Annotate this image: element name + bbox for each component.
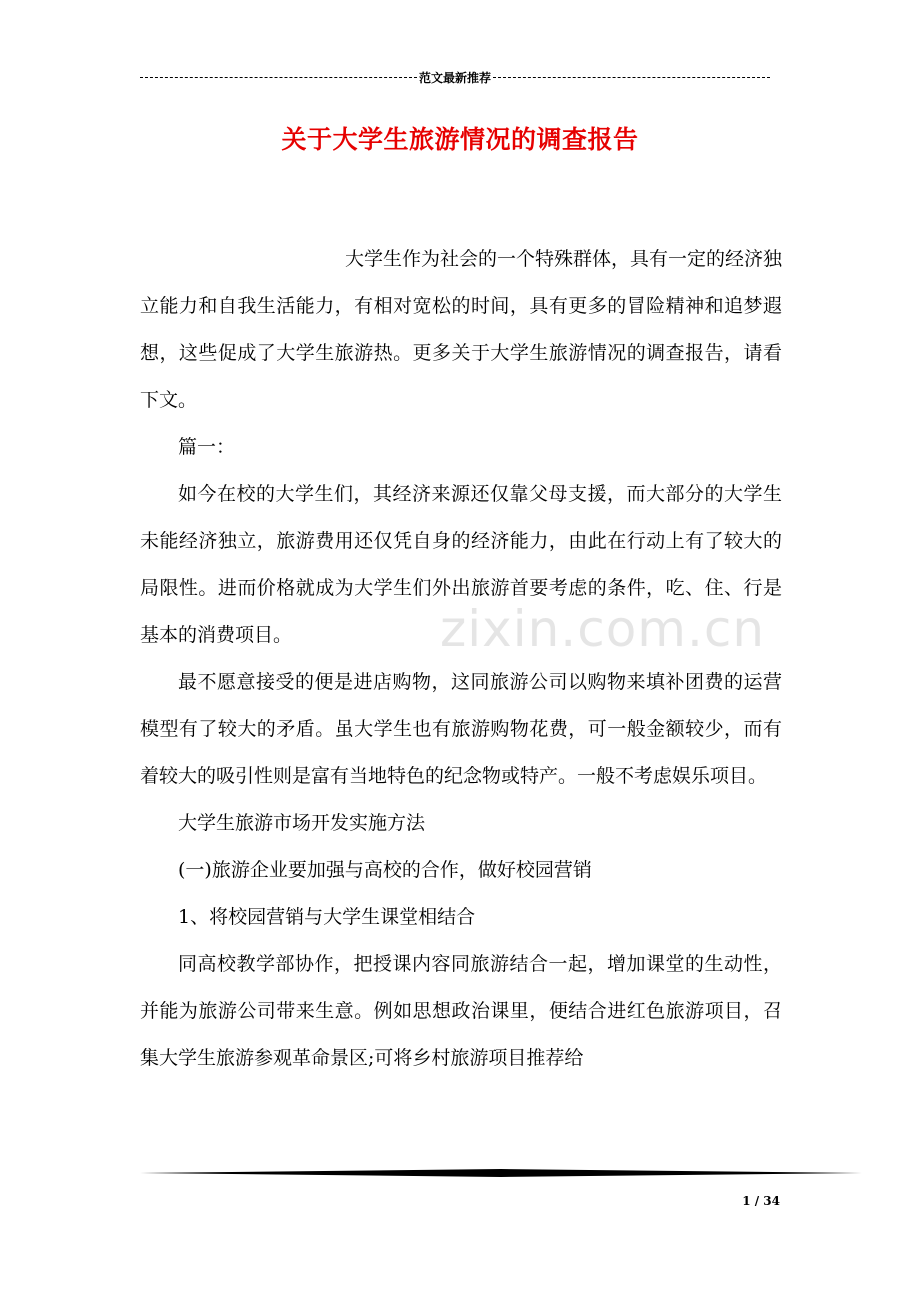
- subsection-heading: (一)旅游企业要加强与高校的合作，做好校园营销: [178, 859, 592, 881]
- paragraph: 同高校教学部协作，把授课内容同旅游结合一起，增加课堂的生动性，并能为旅游公司带来生意。例如思想政治课里，便结合进红色旅游项目，召集大学生旅游参观革命景区;可将乡村旅游项目推荐给: [140, 953, 782, 1069]
- footer-rule: [140, 1168, 862, 1178]
- document-title: 关于大学生旅游情况的调查报告: [281, 125, 639, 154]
- paragraph: 最不愿意接受的便是进店购物，这同旅游公司以购物来填补团费的运营模型有了较大的矛盾。虽大学生也有旅游购物花费，可一般金额较少，而有着较大的吸引性则是富有当地特色的纪念物或特产。一般不考虑娱乐项目。: [140, 671, 782, 787]
- paragraph: 如今在校的大学生们，其经济来源还仅靠父母支援，而大部分的大学生未能经济独立，旅游费用还仅凭自身的经济能力，由此在行动上有了较大的局限性。进而价格就成为大学生们外出旅游首要考虑的条件，吃、住、行是基本的消费项目。: [140, 483, 782, 646]
- header-dash-left: [140, 77, 417, 78]
- section-heading: 大学生旅游市场开发实施方法: [178, 812, 426, 834]
- document-body: [140, 236, 782, 1082]
- page-header: [140, 67, 770, 87]
- paragraph-section-label: 篇一：: [178, 436, 236, 458]
- paragraph-intro: 大学生作为社会的一个特殊群体，具有一定的经济独立能力和自我生活能力，有相对宽松的时间，具有更多的冒险精神和追梦遐想，这些促成了大学生旅游热。更多关于大学生旅游情况的调查报告，请看下文。: [140, 248, 783, 411]
- header-dash-right: [493, 77, 770, 78]
- header-label: 范文最新推荐: [419, 70, 492, 85]
- watermark: zixin.com.cn: [440, 600, 766, 658]
- page-number: 1 / 34: [742, 1194, 780, 1208]
- item-heading: 1、将校园营销与大学生课堂相结合: [178, 906, 476, 928]
